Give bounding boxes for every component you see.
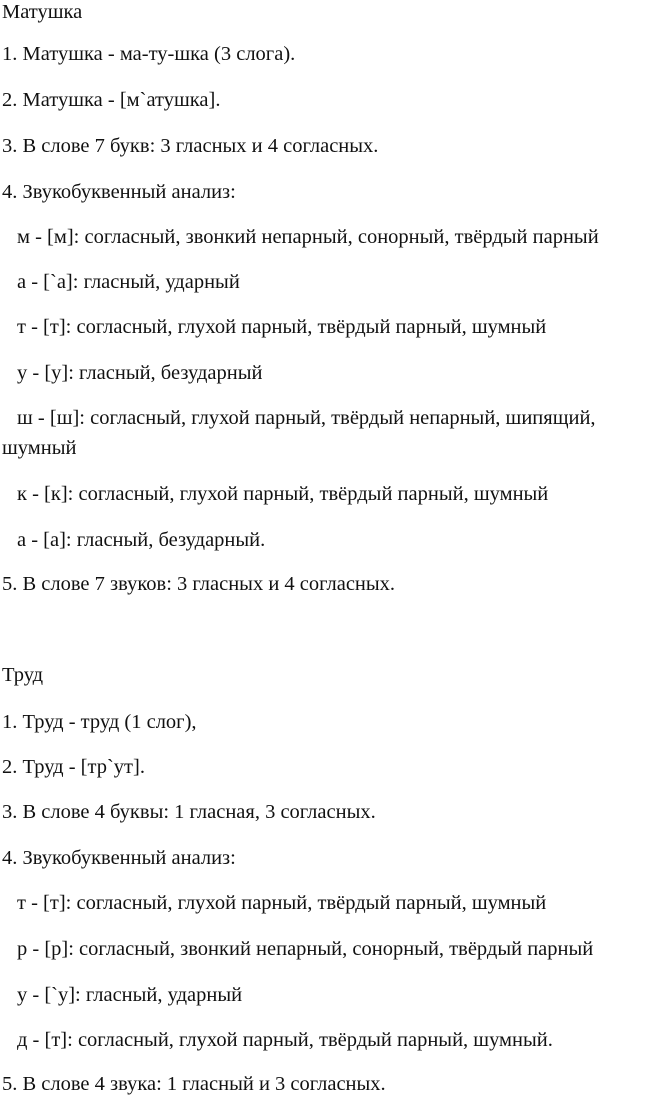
syllables-line: 1. Матушка - ма-ту-шка (3 слога). <box>2 43 296 65</box>
analysis-item: а - [`а]: гласный, ударный <box>17 271 240 293</box>
transcription-line: 2. Труд - [тр`ут]. <box>2 756 145 778</box>
analysis-item: д - [т]: согласный, глухой парный, твёрдый парный, шумный. <box>17 1029 553 1051</box>
letters-line: 3. В слове 7 букв: 3 гласных и 4 согласных. <box>2 135 379 157</box>
analysis-item: м - [м]: согласный, звонкий непарный, сонорный, твёрдый парный <box>17 226 599 248</box>
analysis-item: ш - [ш]: согласный, глухой парный, твёрдый непарный, шипящий, <box>17 407 596 429</box>
section-title: Матушка <box>2 1 83 23</box>
analysis-item: т - [т]: согласный, глухой парный, твёрдый парный, шумный <box>17 316 547 338</box>
transcription-line: 2. Матушка - [м`атушка]. <box>2 89 221 111</box>
analysis-heading: 4. Звукобуквенный анализ: <box>2 181 236 203</box>
analysis-item-continuation: шумный <box>2 437 77 459</box>
sounds-line: 5. В слове 4 звука: 1 гласный и 3 согласных. <box>2 1073 386 1095</box>
section-title: Труд <box>2 664 44 686</box>
letters-line: 3. В слове 4 буквы: 1 гласная, 3 согласных. <box>2 801 376 823</box>
syllables-line: 1. Труд - труд (1 слог), <box>2 711 197 733</box>
analysis-item: у - [у]: гласный, безударный <box>17 362 263 384</box>
sounds-line: 5. В слове 7 звуков: 3 гласных и 4 согласных. <box>2 573 396 595</box>
analysis-item: т - [т]: согласный, глухой парный, твёрдый парный, шумный <box>17 892 547 914</box>
analysis-item: а - [а]: гласный, безударный. <box>17 529 266 551</box>
analysis-item: у - [`у]: гласный, ударный <box>17 984 243 1006</box>
analysis-heading: 4. Звукобуквенный анализ: <box>2 847 236 869</box>
analysis-item: р - [р]: согласный, звонкий непарный, сонорный, твёрдый парный <box>17 938 594 960</box>
analysis-item: к - [к]: согласный, глухой парный, твёрдый парный, шумный <box>17 483 549 505</box>
